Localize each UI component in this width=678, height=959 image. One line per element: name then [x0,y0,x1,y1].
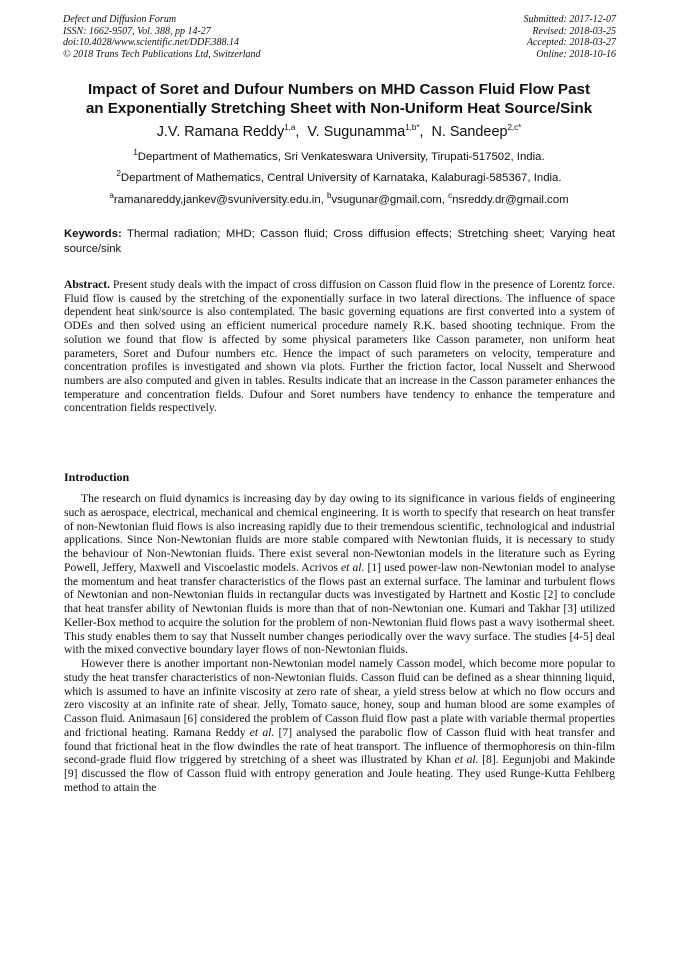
author-name: V. Sugunamma [307,124,406,140]
abstract-block [64,278,615,415]
et-al-italic: et al. [249,725,275,739]
paragraph-text: [8]. Eegunjobi and Makinde [9] discussed the flow of Casson fluid with entropy generation and Joule heating. They used Runge-Kutta Fehlberg method to attain the [64,753,615,794]
abstract-text: Present study deals with the impact of cross diffusion on Casson fluid flow in the presence of Lorentz force. Fluid flow is caused by the stretching of the exponentially surface in two lateral directions. The influence of space dependent heat sink/source is also contemplated. The basic governing equations are first converted into a system of ODEs and then solved using an efficient numerical procedure namely R.K. based shooting technique. From the solution we found that flow is affected by some physical parameters like Casson parameter, non uniform heat parameters, Soret and Dufour numbers etc. Hence the impact of such parameters on velocity, temperature and concentration profiles is investigated and shown via plots. Further the friction factor, local Nusselt and Sherwood numbers are also computed and given in tables. Results indicate that an increase in the Casson parameter enhances the temperature and concentration fields. Dufour and Soret numbers have tendency to enhance the temperature and concentration fields respectively. [64,278,615,415]
paragraph-text: The research on fluid dynamics is increasing day by day owing to its significance in various fields of engineering such as aerospace, electrical, mechanical and chemical engineering. It is worth to specify that research on heat transfer of non-Newtonian fluid flows is also increasing rapidly due to their tremendous scientific, technological and industrial applications. Since Non-Newtonian fluids are more stable compared with Newtonian fluids, it is necessary to study the behaviour of Non-Newtonian fluids. There exist several non-Newtonian models in the literature such as Eyring Powell, Jeffery, Maxwell and Viscoelastic models. Acrivos [64,492,615,574]
author-list: J.V. Ramana Reddy$^{1,a}$, V. Sugunamma$^{1,b*}$, N. Sandeep$^{2,c*}$ [156,123,522,140]
author-name: N. Sandeep [431,124,508,140]
author-name: J.V. Ramana Reddy [156,124,285,140]
author-affil-mark: 1,a [284,123,296,133]
email-address[interactable]: nsreddy.dr@gmail.com [452,194,569,206]
keywords-label: Keywords: [64,228,122,240]
paper-title [40,80,638,118]
accepted-date: Accepted: 2018-03-27 [526,37,616,48]
journal-issn: ISSN: 1662-9507, Vol. 388, pp 14-27 [63,25,211,37]
title-line-2: an Exponentially Stretching Sheet with Non-Uniform Heat Source/Sink [85,100,593,117]
affil-text: Department of Mathematics, Central University of Karnataka, Kalaburagi-585367, India. [120,172,562,184]
email-mark: b [327,191,332,201]
affil-mark: 2 [116,169,121,179]
journal-doi: doi:10.4028/www.scientific.net/DDF.388.14 [63,37,240,48]
email-mark: c [448,191,453,201]
paragraph-text: [7] analysed the parabolic flow of Casson fluid with heat transfer and found that frictional heat in the flow dwindles the rate of heat transport. The influence of thermophoresis on thin-film second-grade fluid flow triggered by stretching of a sheet was illustrated by Khan [64,725,615,767]
author-emails [40,193,638,207]
introduction-body [64,492,615,795]
paragraph [64,657,615,795]
revised-date: Revised: 2018-03-25 [532,25,616,37]
submitted-date: Submitted: 2017-12-07 [523,14,616,25]
paragraph-text: However there is another important non-Newtonian model namely Casson model, which become more popular to study the heat transfer characteristics of non-Newtonian fluids. Casson fluid can be defined as a shear thinning liquid, which is assumed to have an infinite viscosity at zero rate of shear, a yield stress below at which no flow occurs and zero viscosity at an infinite rate of shear. Jelly, Tomato sauce, honey, soup and human blood are some examples of Casson fluid. Animasaun [6] considered the problem of Casson fluid flow past a plate with variable thermal properties and frictional heating. Ramana Reddy [64,657,615,739]
keywords-block [64,227,615,256]
journal-name: Defect and Diffusion Forum [63,14,177,25]
online-date: Online: 2018-10-16 [536,48,616,60]
affiliation-1 [40,150,638,164]
keywords-text: Thermal radiation; MHD; Casson fluid; Cross diffusion effects; Stretching sheet; Varying heat source/sink [64,228,615,255]
section-heading-introduction: Introduction [64,470,130,484]
title-line-1: Impact of Soret and Dufour Numbers on MHD Casson Fluid Flow Past [87,81,591,98]
et-al-italic: et al. [341,560,365,574]
email-address[interactable]: vsugunar@gmail.com, [331,194,445,206]
abstract-label: Abstract. [64,278,111,291]
email-address[interactable]: ramanareddy,jankev@svuniversity.edu.in, [113,194,324,206]
email-mark: a [109,191,114,201]
affiliation-2 [40,171,638,185]
journal-info [63,14,261,60]
affil-mark: 1 [133,148,138,158]
et-al-italic: et al. [454,753,479,767]
affil-text: Department of Mathematics, Sri Venkateswara University, Tirupati-517502, India. [137,151,545,163]
author-affil-mark: 2,c* [507,123,522,133]
paragraph [64,492,615,657]
copyright-notice: © 2018 Trans Tech Publications Ltd, Switzerland [63,48,261,60]
author-affil-mark: 1,b* [405,123,420,133]
publication-dates [524,14,617,60]
paragraph-text: [1] used power-law non-Newtonian model to analyse the momentum and heat transfer characteristics of the flows past an external surface. The laminar and turbulent flows of Newtonian and non-Newtonian fluids in rectangular ducts was investigated by Hartnett and Kostic [2] to conclude that heat transfer ability of Newtonian fluids is more than that of non-Newtonian one. Kumari and Takhar [3] utilized Keller-Box method to acquire the solution for the problem of non-Newtonian fluid flows past a wavy isothermal sheet. This study enables them to say that Nusselt number changes periodically over the wavy surface. The studies [4-5] deal with the mixed convective boundary layer flows of non-Newtonian fluids. [64,560,615,657]
